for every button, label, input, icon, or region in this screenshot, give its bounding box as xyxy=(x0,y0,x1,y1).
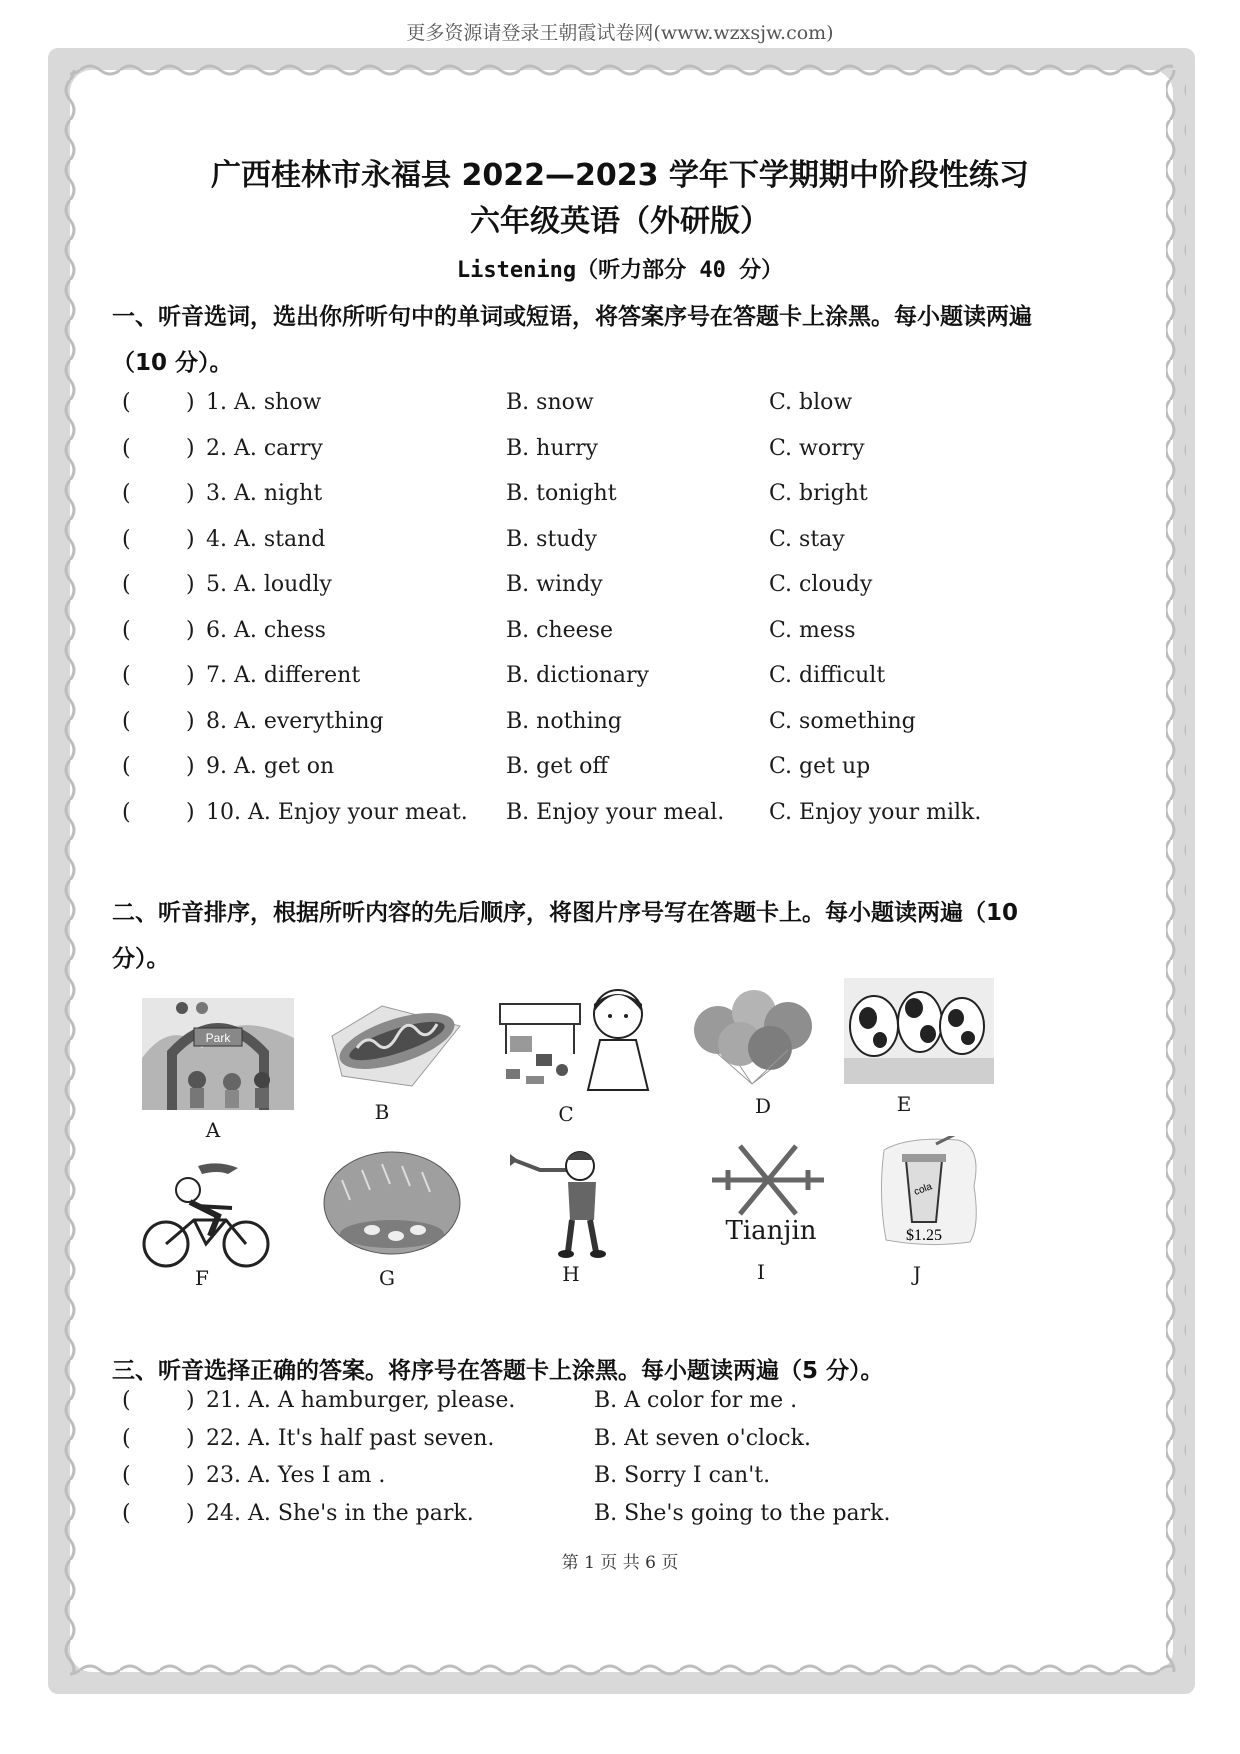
svg-text:$1.25: $1.25 xyxy=(906,1227,942,1244)
option-a: 4. A. stand xyxy=(206,526,326,552)
option-b: B. She's going to the park. xyxy=(594,1500,891,1526)
answer-paren-left[interactable]: ( xyxy=(122,1500,131,1526)
picture-label: H xyxy=(562,1262,580,1286)
option-b: B. tonight xyxy=(506,481,617,506)
answer-paren-left[interactable]: ( xyxy=(122,617,131,643)
option-b: B. hurry xyxy=(506,435,598,461)
option-a: 24. A. She's in the park. xyxy=(206,1500,474,1526)
option-c: C. Enjoy your milk. xyxy=(769,799,982,825)
answer-paren-right[interactable]: ) xyxy=(186,481,195,506)
question-row xyxy=(112,390,1132,430)
question-row xyxy=(112,754,1132,794)
option-b: B. get off xyxy=(506,754,608,779)
messy-room-girl-icon xyxy=(496,984,658,1092)
option-a: 1. A. show xyxy=(206,390,322,415)
question-row xyxy=(112,800,1132,840)
question-row xyxy=(112,1426,1132,1466)
answer-paren-left[interactable]: ( xyxy=(122,799,131,825)
answer-paren-right[interactable]: ) xyxy=(186,1425,195,1451)
question-row xyxy=(112,436,1132,476)
page-subtitle: 六年级英语（外研版） xyxy=(470,204,770,239)
watermark: 更多资源请登录王朝霞试卷网(www.wzxsjw.com) xyxy=(406,22,834,44)
answer-paren-right[interactable]: ) xyxy=(186,754,195,779)
answer-paren-left[interactable]: ( xyxy=(122,754,131,779)
section1-instruction-cont: （10 分）。 xyxy=(112,350,233,376)
option-c: C. something xyxy=(769,708,916,734)
option-a: 7. A. different xyxy=(206,663,361,688)
picture-label: C xyxy=(558,1102,574,1126)
option-b: B. dictionary xyxy=(506,663,649,688)
option-c: C. worry xyxy=(769,435,865,461)
section1-instruction: 一、听音选词，选出你所听句中的单词或短语，将答案序号在答题卡上涂黑。每小题读两遍 xyxy=(112,304,1032,330)
answer-paren-left[interactable]: ( xyxy=(122,526,131,552)
cows-icon xyxy=(844,978,994,1084)
answer-paren-right[interactable]: ) xyxy=(186,572,195,597)
option-b: B. nothing xyxy=(506,708,622,734)
answer-paren-left[interactable]: ( xyxy=(122,390,131,415)
question-row xyxy=(112,481,1132,521)
answer-paren-right[interactable]: ) xyxy=(186,1500,195,1526)
boy-cycling-icon xyxy=(138,1160,278,1270)
section2-instruction-cont: 分）。 xyxy=(112,946,170,972)
answer-paren-right[interactable]: ) xyxy=(186,390,195,415)
answer-paren-right[interactable]: ) xyxy=(186,617,195,643)
option-c: C. cloudy xyxy=(769,572,873,597)
section2-instruction: 二、听音排序，根据所听内容的先后顺序，将图片序号写在答题卡上。每小题读两遍（10 xyxy=(112,900,1019,926)
option-a: 10. A. Enjoy your meat. xyxy=(206,799,468,825)
answer-paren-left[interactable]: ( xyxy=(122,572,131,597)
answer-paren-left[interactable]: ( xyxy=(122,481,131,506)
option-a: 2. A. carry xyxy=(206,435,323,461)
answer-paren-right[interactable]: ) xyxy=(186,708,195,734)
picture-caption: Tianjin xyxy=(725,1216,817,1246)
option-a: 21. A. A hamburger, please. xyxy=(206,1388,516,1413)
option-c: C. bright xyxy=(769,481,868,506)
option-a: 8. A. everything xyxy=(206,708,384,734)
svg-text:cola: cola xyxy=(912,1181,934,1198)
question-row xyxy=(112,1501,1132,1541)
option-b: B. At seven o'clock. xyxy=(594,1425,811,1451)
picture-label: E xyxy=(896,1092,912,1116)
question-row xyxy=(112,618,1132,658)
option-c: C. stay xyxy=(769,526,845,552)
answer-paren-right[interactable]: ) xyxy=(186,1388,195,1413)
option-c: C. blow xyxy=(769,390,853,415)
picture-label: J xyxy=(912,1262,922,1286)
rain-ducks-icon xyxy=(322,1150,462,1256)
answer-paren-left[interactable]: ( xyxy=(122,1388,131,1413)
option-c: C. difficult xyxy=(769,663,886,688)
balloons-icon xyxy=(690,986,820,1086)
option-a: 23. A. Yes I am . xyxy=(206,1463,386,1488)
question-row xyxy=(112,572,1132,612)
option-a: 22. A. It's half past seven. xyxy=(206,1425,495,1451)
answer-paren-left[interactable]: ( xyxy=(122,708,131,734)
option-b: B. windy xyxy=(506,572,603,597)
cola-cup-icon xyxy=(878,1136,982,1248)
question-row xyxy=(112,1463,1132,1503)
listening-header: Listening（听力部分 40 分） xyxy=(456,258,784,283)
answer-paren-left[interactable]: ( xyxy=(122,435,131,461)
boy-trumpet-icon xyxy=(510,1140,620,1260)
option-a: 3. A. night xyxy=(206,481,323,506)
picture-label: I xyxy=(757,1260,765,1284)
option-b: B. snow xyxy=(506,390,594,415)
picture-label: F xyxy=(195,1266,209,1290)
option-b: B. Sorry I can't. xyxy=(594,1463,771,1488)
option-b: B. A color for me . xyxy=(594,1388,798,1413)
park-scene-icon xyxy=(142,998,294,1110)
option-c: C. get up xyxy=(769,754,871,779)
hotdog-icon xyxy=(322,986,462,1096)
question-row xyxy=(112,1388,1132,1428)
answer-paren-right[interactable]: ) xyxy=(186,1463,195,1488)
option-c: C. mess xyxy=(769,617,856,643)
answer-paren-left[interactable]: ( xyxy=(122,663,131,688)
answer-paren-right[interactable]: ) xyxy=(186,663,195,688)
page-title: 广西桂林市永福县 2022—2023 学年下学期期中阶段性练习 xyxy=(211,158,1029,193)
picture-label: A xyxy=(205,1118,221,1142)
option-a: 5. A. loudly xyxy=(206,572,332,597)
picture-label: G xyxy=(379,1266,395,1290)
question-row xyxy=(112,527,1132,567)
option-a: 9. A. get on xyxy=(206,754,335,779)
answer-paren-right[interactable]: ) xyxy=(186,526,195,552)
page-footer: 第 1 页 共 6 页 xyxy=(561,1553,679,1573)
answer-paren-right[interactable]: ) xyxy=(186,435,195,461)
svg-text:Park: Park xyxy=(205,1031,231,1045)
answer-paren-right[interactable]: ) xyxy=(186,799,195,825)
option-b: B. Enjoy your meal. xyxy=(506,799,725,825)
option-b: B. cheese xyxy=(506,617,613,643)
section3-instruction: 三、听音选择正确的答案。将序号在答题卡上涂黑。每小题读两遍（5 分）。 xyxy=(112,1358,884,1384)
option-b: B. study xyxy=(506,526,597,552)
option-a: 6. A. chess xyxy=(206,617,326,643)
question-row xyxy=(112,709,1132,749)
answer-paren-left[interactable]: ( xyxy=(122,1425,131,1451)
answer-paren-left[interactable]: ( xyxy=(122,1463,131,1488)
question-row xyxy=(112,663,1132,703)
picture-label: B xyxy=(374,1100,390,1124)
picture-label: D xyxy=(754,1094,772,1118)
